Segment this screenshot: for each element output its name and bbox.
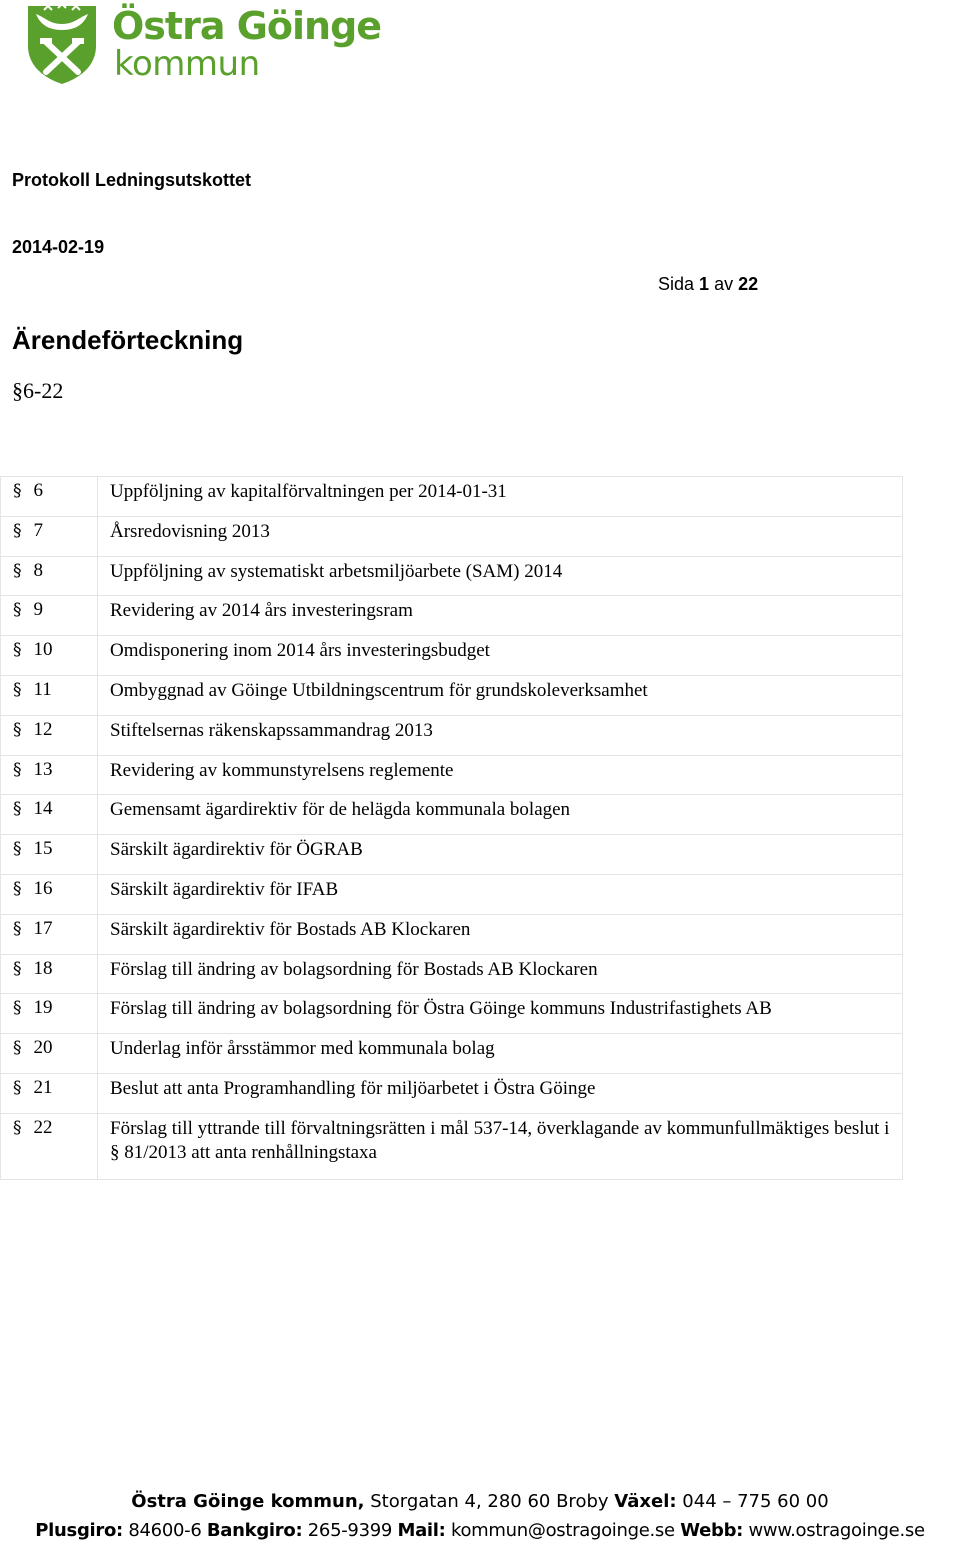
table-row	[1, 1034, 903, 1074]
item-number-cell	[1, 556, 98, 596]
table-row	[1, 795, 903, 835]
table-row	[1, 994, 903, 1034]
item-number-cell	[1, 795, 98, 835]
item-title: Årsredovisning 2013	[98, 516, 903, 556]
table-row	[1, 596, 903, 636]
section-symbol: §	[13, 520, 22, 541]
item-number: 21	[33, 1076, 53, 1098]
item-number-cell	[1, 636, 98, 676]
footer-bankgiro: 265-9399	[307, 1520, 393, 1541]
item-title: Underlag inför årsstämmor med kommunala bolag	[98, 1034, 903, 1074]
page-heading: Ärendeförteckning	[12, 325, 244, 355]
page-current: 1	[699, 274, 710, 294]
page-total: 22	[738, 274, 759, 294]
table-row	[1, 835, 903, 875]
table-row	[1, 1073, 903, 1113]
shield-emblem-icon	[24, 2, 100, 86]
item-title: Särskilt ägardirektiv för Bostads AB Klockaren	[98, 914, 903, 954]
item-number: 7	[33, 519, 43, 541]
section-symbol: §	[13, 1038, 22, 1059]
item-number-cell	[1, 994, 98, 1034]
municipality-logo	[24, 2, 382, 88]
item-number-cell	[1, 1113, 98, 1179]
table-row	[1, 516, 903, 556]
item-number: 12	[33, 718, 53, 740]
section-symbol: §	[13, 560, 22, 581]
footer-line-1	[0, 1491, 960, 1512]
item-number: 14	[33, 798, 53, 820]
item-title: Förslag till ändring av bolagsordning för Östra Göinge kommuns Industrifastighets AB	[98, 994, 903, 1034]
table-row	[1, 1113, 903, 1179]
section-symbol: §	[13, 1077, 22, 1098]
footer-mail-label: Mail:	[397, 1520, 446, 1541]
table-row	[1, 755, 903, 795]
item-title: Stiftelsernas räkenskapssammandrag 2013	[98, 715, 903, 755]
item-title: Revidering av kommunstyrelsens reglemente	[98, 755, 903, 795]
item-title: Ombyggnad av Göinge Utbildningscentrum för grundskoleverksamhet	[98, 675, 903, 715]
item-number-cell	[1, 874, 98, 914]
item-title: Särskilt ägardirektiv för IFAB	[98, 874, 903, 914]
item-number: 19	[33, 997, 53, 1019]
item-number: 8	[33, 559, 43, 581]
item-title: Förslag till yttrande till förvaltningsrätten i mål 537-14, överklagande av kommunfullmäktiges beslut i § 81/2013 att anta renhållningstaxa	[98, 1113, 903, 1179]
item-title: Gemensamt ägardirektiv för de helägda kommunala bolagen	[98, 795, 903, 835]
section-symbol: §	[13, 878, 22, 899]
item-title: Förslag till ändring av bolagsordning för Bostads AB Klockaren	[98, 954, 903, 994]
table-row	[1, 636, 903, 676]
section-symbol: §	[13, 759, 22, 780]
item-number: 18	[33, 957, 53, 979]
footer-org: Östra Göinge kommun,	[131, 1491, 365, 1512]
document-date: 2014-02-19	[12, 237, 105, 257]
logo-name: Östra Göinge	[112, 4, 382, 48]
item-number: 11	[33, 678, 52, 700]
page-prefix: Sida	[658, 274, 695, 294]
document-title: Protokoll Ledningsutskottet	[12, 170, 252, 190]
item-number-cell	[1, 477, 98, 517]
table-row	[1, 477, 903, 517]
item-number-cell	[1, 715, 98, 755]
section-symbol: §	[13, 481, 22, 501]
section-symbol: §	[13, 640, 22, 661]
section-symbol: §	[13, 799, 22, 820]
section-symbol: §	[13, 839, 22, 860]
item-number: 16	[33, 877, 53, 899]
page-indicator	[658, 274, 758, 295]
footer-line-2	[0, 1520, 960, 1541]
footer-address: Storgatan 4, 280 60 Broby	[370, 1491, 609, 1512]
item-number: 17	[33, 917, 53, 939]
item-title: Uppföljning av kapitalförvaltningen per 2014-01-31	[98, 477, 903, 517]
footer-plusgiro-label: Plusgiro:	[35, 1520, 123, 1541]
table-row	[1, 874, 903, 914]
table-row	[1, 954, 903, 994]
section-symbol: §	[13, 958, 22, 979]
item-number: 6	[33, 480, 43, 501]
item-number-cell	[1, 675, 98, 715]
item-number: 15	[33, 838, 53, 860]
item-title: Uppföljning av systematiskt arbetsmiljöarbete (SAM) 2014	[98, 556, 903, 596]
item-number: 20	[33, 1037, 53, 1059]
item-number-cell	[1, 755, 98, 795]
table-row	[1, 556, 903, 596]
table-row	[1, 675, 903, 715]
item-title: Beslut att anta Programhandling för miljöarbetet i Östra Göinge	[98, 1073, 903, 1113]
item-title: Särskilt ägardirektiv för ÖGRAB	[98, 835, 903, 875]
item-number-cell	[1, 835, 98, 875]
item-number-cell	[1, 954, 98, 994]
footer-mail[interactable]: kommun@ostragoinge.se	[450, 1520, 675, 1541]
section-symbol: §	[13, 719, 22, 740]
footer-web[interactable]: www.ostragoinge.se	[748, 1520, 925, 1541]
item-title: Omdisponering inom 2014 års investeringsbudget	[98, 636, 903, 676]
item-title: Revidering av 2014 års investeringsram	[98, 596, 903, 636]
agenda-table	[0, 476, 903, 1180]
table-row	[1, 914, 903, 954]
logo-subname: kommun	[114, 44, 260, 84]
footer-phone: 044 – 775 60 00	[682, 1491, 829, 1512]
item-number-cell	[1, 1034, 98, 1074]
item-number: 9	[33, 599, 43, 621]
footer-plusgiro: 84600-6	[128, 1520, 202, 1541]
section-symbol: §	[13, 1117, 22, 1138]
item-number-cell	[1, 1073, 98, 1113]
item-number-cell	[1, 596, 98, 636]
section-symbol: §	[13, 918, 22, 939]
item-number-cell	[1, 516, 98, 556]
section-symbol: §	[13, 679, 22, 700]
item-number: 10	[33, 639, 53, 661]
item-number: 22	[33, 1116, 53, 1138]
section-symbol: §	[13, 600, 22, 621]
footer-bankgiro-label: Bankgiro:	[206, 1520, 303, 1541]
section-symbol: §	[13, 998, 22, 1019]
item-number: 13	[33, 758, 53, 780]
footer-phone-label: Växel:	[614, 1491, 677, 1512]
item-number-cell	[1, 914, 98, 954]
footer-web-label: Webb:	[680, 1520, 744, 1541]
table-row	[1, 715, 903, 755]
page-mid: av	[714, 274, 734, 294]
section-range: §6-22	[12, 378, 64, 403]
